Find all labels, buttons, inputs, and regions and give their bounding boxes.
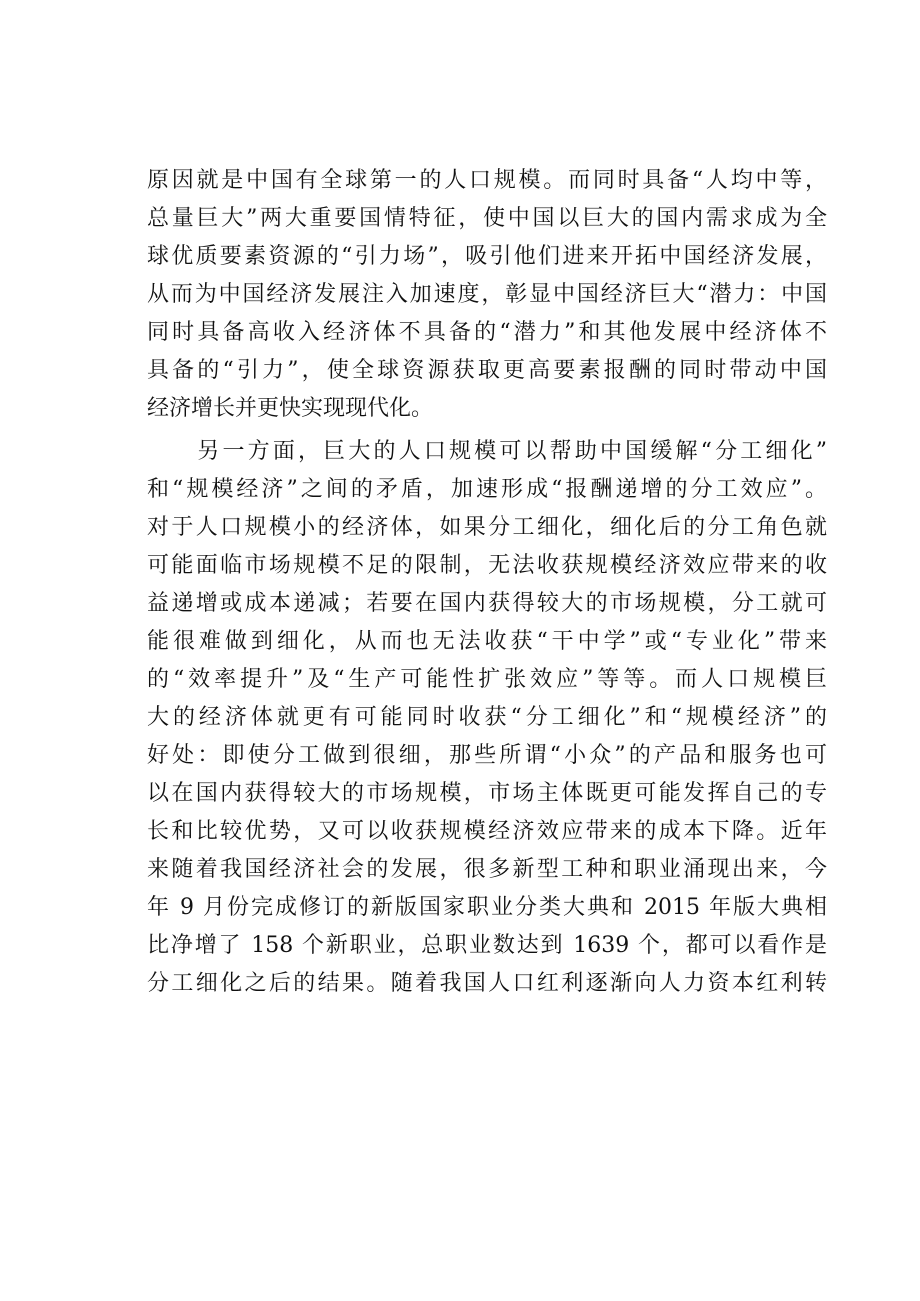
article-body [147, 162, 827, 1003]
paragraph-1-line-6: 具备的“引力”，使全球资源获取更高要素报酬的同时带动中国 [147, 358, 827, 383]
paragraph-2-line-12: 来随着我国经济社会的发展，很多新型工种和职业涌现出来，今 [147, 857, 827, 882]
paragraph-2-line-14: 比净增了 158 个新职业，总职业数达到 1639 个，都可以看作是 [147, 933, 827, 958]
paragraph-2-line-7: 的“效率提升”及“生产可能性扩张效应”等等。而人口规模巨 [147, 667, 827, 692]
paragraph-2-line-1: 另一方面，巨大的人口规模可以帮助中国缓解“分工细化” [147, 439, 827, 464]
paragraph-1-line-3: 球优质要素资源的“引力场”，吸引他们进来开拓中国经济发展， [147, 244, 827, 269]
paragraph-2-line-8: 大的经济体就更有可能同时收获“分工细化”和“规模经济”的 [147, 705, 827, 730]
paragraph-2-line-13: 年 9 月份完成修订的新版国家职业分类大典和 2015 年版大典相 [147, 895, 827, 920]
paragraph-2-line-11: 长和比较优势，又可以收获规模经济效应带来的成本下降。近年 [147, 819, 827, 844]
paragraph-2-line-2: 和“规模经济”之间的矛盾，加速形成“报酬递增的分工效应”。 [147, 477, 827, 502]
paragraph-1-line-7: 经济增长并更快实现现代化。 [147, 396, 434, 421]
paragraph-2-line-5: 益递增或成本递减；若要在国内获得较大的市场规模，分工就可 [147, 591, 827, 616]
paragraph-1-line-2: 总量巨大”两大重要国情特征，使中国以巨大的国内需求成为全 [147, 206, 827, 231]
paragraph-2-line-10: 以在国内获得较大的市场规模，市场主体既更可能发挥自己的专 [147, 781, 827, 806]
paragraph-2-line-6: 能很难做到细化，从而也无法收获“干中学”或“专业化”带来 [147, 629, 827, 654]
paragraph-2-line-9: 好处：即使分工做到很细，那些所谓“小众”的产品和服务也可 [147, 743, 827, 768]
paragraph-2-line-15: 分工细化之后的结果。随着我国人口红利逐渐向人力资本红利转 [147, 971, 827, 996]
paragraph-1-line-1: 原因就是中国有全球第一的人口规模。而同时具备“人均中等， [147, 168, 827, 193]
paragraph-2-line-4: 可能面临市场规模不足的限制，无法收获规模经济效应带来的收 [147, 553, 827, 578]
paragraph-2-line-3: 对于人口规模小的经济体，如果分工细化，细化后的分工角色就 [147, 515, 827, 540]
paragraph-1-line-4: 从而为中国经济发展注入加速度，彰显中国经济巨大“潜力：中国 [147, 282, 827, 307]
paragraph-1-line-5: 同时具备高收入经济体不具备的“潜力”和其他发展中经济体不 [147, 320, 827, 345]
